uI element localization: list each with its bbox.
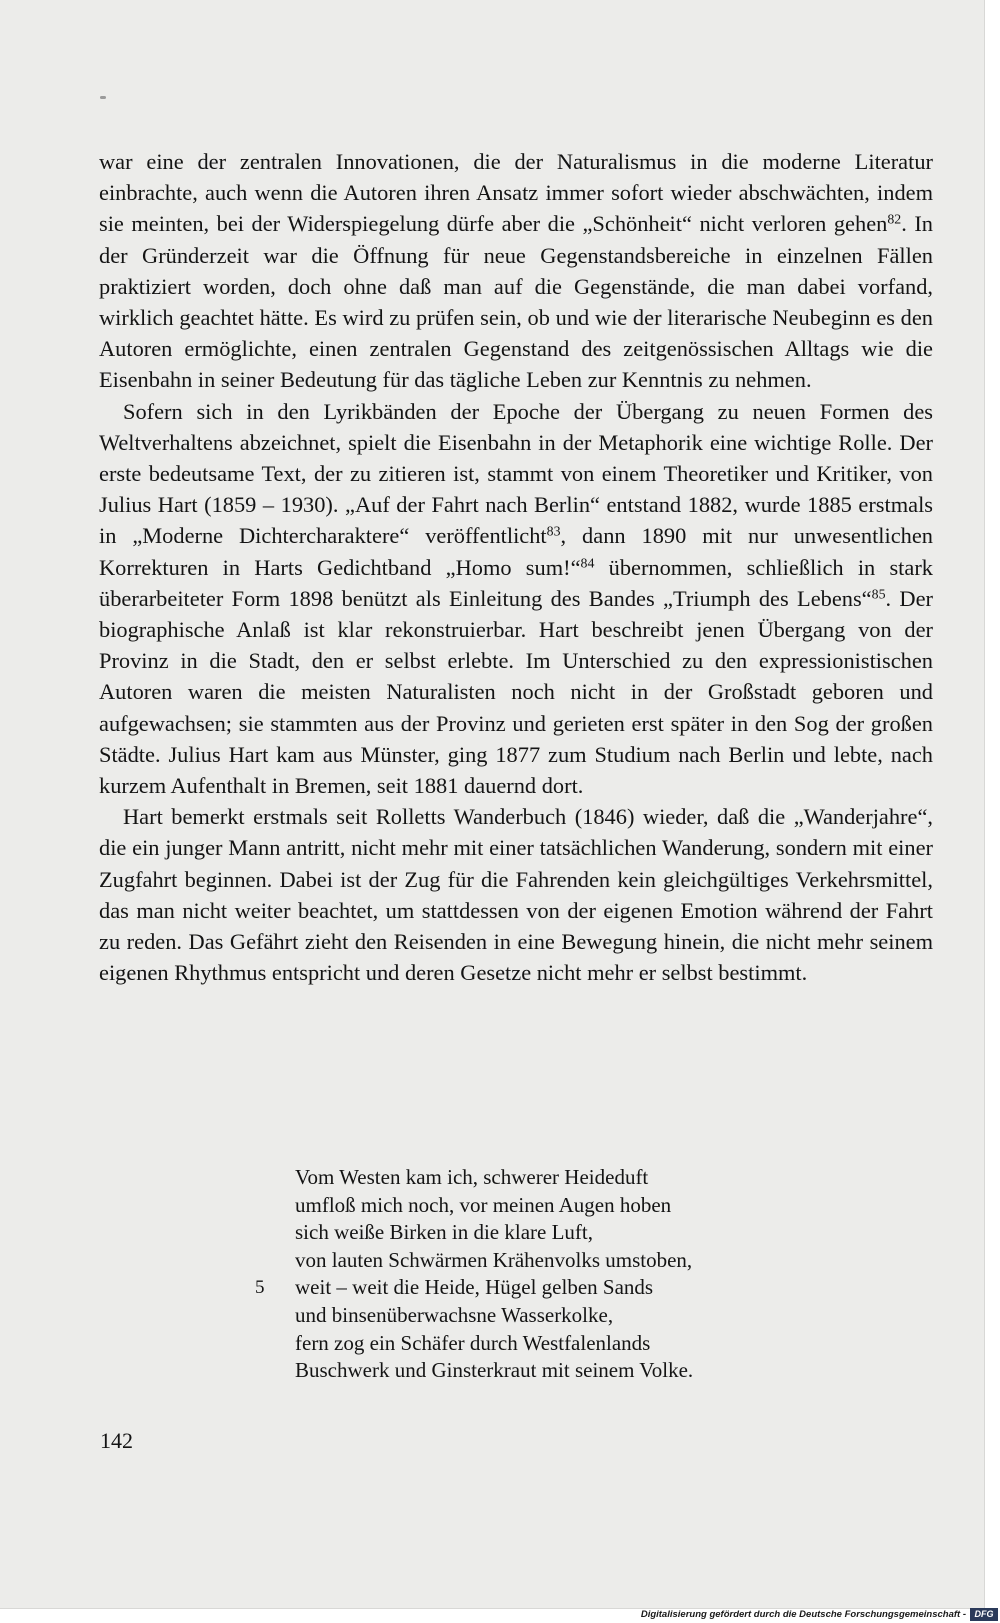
paragraph-2-text-cont3: . Der biographische Anlaß ist klar rekonstruierbar. Hart beschreibt jenen Übergang von der Provinz in die Stadt, den er selbst erlebte. Im Unterschied zu den expressionistischen Autoren waren die meisten Naturalisten noch nicht in der Großstadt geboren und aufgewachsen; sie stammten aus der Provinz und gerieten erst später in den Sog der großen Städte. Julius Hart kam aus Münster, ging 1877 zum Studium nach Berlin und lebte, nach kurzem Aufenthalt in Bremen, seit 1881 dauernd dort.	[99, 585, 933, 799]
paragraph-1-text-cont: . In der Gründerzeit war die Öffnung für neue Gegenstandsbereiche in einzelnen Fällen praktiziert worden, doch ohne daß man auf die Gegenstände, die man dabei vorfand, wirklich geachtet hätte. Es wird zu prüfen sein, ob und wie der literarische Neubeginn es den Autoren ermöglichte, einen zentralen Gegenstand des zeitgenössischen Alltags wie die Eisenbahn in seiner Bedeutung für das tägliche Leben zur Kenntnis zu nehmen.	[99, 211, 933, 393]
paragraph-2-text-cont2: übernommen, schließlich in stark überarbeiteter Form 1898 benützt als Einleitung des Bandes „Triumph des Lebens“	[99, 554, 933, 611]
footnote-ref-85[interactable]: 85	[871, 587, 886, 603]
funding-footer: Digitalisierung gefördert durch die Deutsche Forschungsgemeinschaft -	[640, 1609, 966, 1620]
paragraph-2-text: Sofern sich in den Lyrikbänden der Epoche der Übergang zu neuen Formen des Weltverhaltens abzeichnet, spielt die Eisenbahn in der Metaphorik eine wichtige Rolle. Der erste bedeutsame Text, der zu zitieren ist, stammt von einem Theoretiker und Kritiker, von Julius Hart (1859 – 1930). „Auf der Fahrt nach Berlin“ entstand 1882, wurde 1885 erstmals in „Moderne Dichtercharaktere“ veröffentlicht	[99, 398, 933, 549]
body-text	[99, 146, 933, 988]
dfg-logo: DFG	[970, 1608, 998, 1621]
footnote-ref-84[interactable]: 84	[580, 556, 595, 572]
poem-quote	[255, 1164, 855, 1385]
poem-line-5	[255, 1274, 855, 1302]
poem-line: fern zog ein Schäfer durch Westfalenlands	[295, 1330, 651, 1355]
paragraph-3: Hart bemerkt erstmals seit Rolletts Wanderbuch (1846) wieder, daß die „Wanderjahre“, die ein junger Mann antritt, nicht mehr mit einer tatsächlichen Wanderung, sondern mit einer Zugfahrt beginnen. Dabei ist der Zug für die Fahrenden kein gleichgültiges Verkehrsmittel, das man nicht weiter beachtet, um stattdessen von der eigenen Emotion während der Fahrt zu reden. Das Gefährt zieht den Reisenden in eine Bewegung hinein, die nicht mehr seinem eigenen Rhythmus entspricht und deren Gesetze nicht mehr er selbst bestimmt.	[99, 804, 933, 986]
paragraph-2	[99, 396, 933, 802]
poem-line: Vom Westen kam ich, schwerer Heideduft	[295, 1165, 649, 1189]
line-number: 5	[255, 1277, 265, 1299]
poem-line-text: weit – weit die Heide, Hügel gelben Sands	[295, 1275, 654, 1300]
poem-line: sich weiße Birken in die klare Luft,	[295, 1220, 593, 1245]
footnote-ref-82[interactable]: 82	[887, 212, 902, 228]
poem-line: und binsenüberwachsne Wasserkolke,	[295, 1302, 614, 1327]
paragraph-2-text-cont: , dann 1890 mit nur unwesentlichen Korrekturen in Harts Gedichtband „Homo sum!“	[99, 523, 933, 580]
paragraph-1-text: war eine der zentralen Innovationen, die der Naturalismus in die moderne Literatur einbrachte, auch wenn die Autoren ihren Ansatz immer sofort wieder abschwächten, indem sie meinten, bei der Widerspiegelung dürfe aber die „Schönheit“ nicht verloren gehen	[99, 149, 933, 237]
poem-line: Buschwerk und Ginsterkraut mit seinem Volke.	[295, 1358, 694, 1383]
footnote-ref-83[interactable]: 83	[546, 524, 561, 540]
poem-line: umfloß mich noch, vor meinen Augen hoben	[295, 1192, 672, 1217]
paragraph-1	[99, 146, 933, 396]
scan-speck	[100, 96, 106, 99]
poem-line: von lauten Schwärmen Krähenvolks umstoben,	[295, 1247, 693, 1272]
page-number: 142	[100, 1428, 133, 1453]
